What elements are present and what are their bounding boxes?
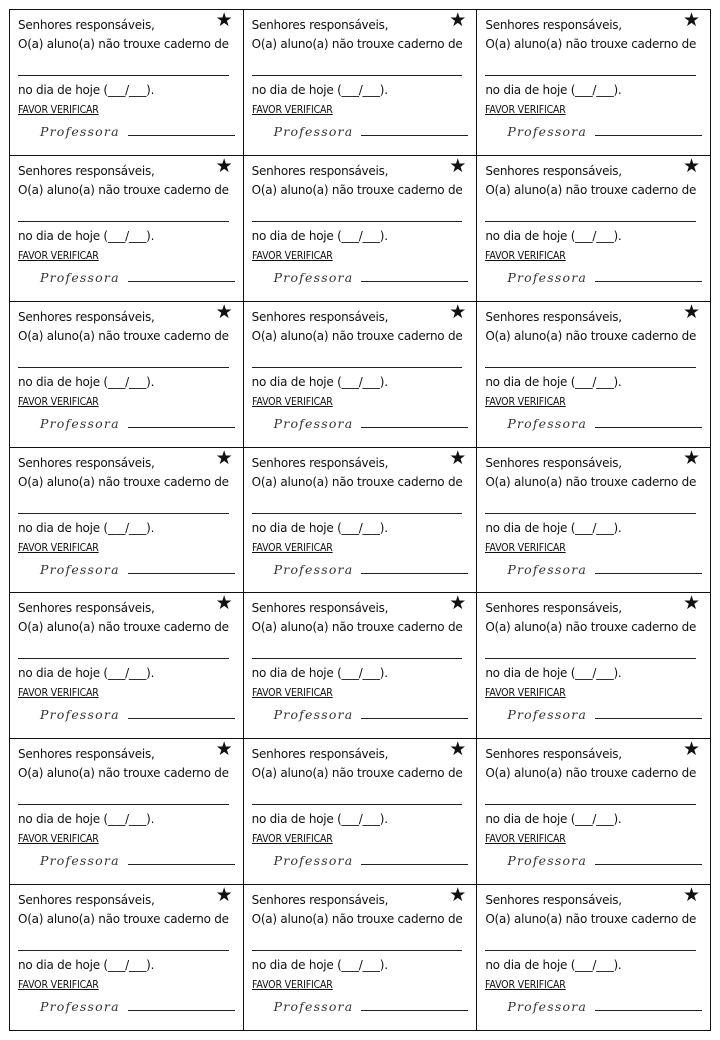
signature-line: [128, 281, 235, 282]
message: O(a) aluno(a) não trouxe caderno de: [251, 766, 463, 781]
professora-label: Professora: [273, 269, 354, 285]
favor-verificar-label: FAVOR VERIFICAR: [18, 541, 99, 554]
signature-row: [252, 853, 469, 868]
date-line: no dia de hoje (___/___).: [485, 374, 622, 389]
favor-verificar-label: FAVOR VERIFICAR: [18, 395, 99, 408]
note-card: [10, 448, 244, 594]
star-icon: ★: [682, 301, 700, 323]
greeting: Senhores responsáveis,: [485, 163, 622, 178]
star-icon: ★: [449, 447, 467, 469]
subject-blank-line: [485, 929, 696, 951]
greeting: Senhores responsáveis,: [485, 309, 622, 324]
professora-label: Professora: [507, 999, 588, 1015]
message: O(a) aluno(a) não trouxe caderno de: [485, 37, 697, 51]
note-card: [244, 593, 478, 739]
note-card: [10, 885, 244, 1031]
date-line: no dia de hoje (___/___).: [251, 520, 388, 535]
signature-row: [18, 270, 235, 285]
note-card: [10, 10, 244, 156]
star-icon: ★: [449, 593, 467, 615]
signature-line: [595, 864, 702, 865]
signature-line: [361, 281, 468, 282]
message: O(a) aluno(a) não trouxe caderno de: [251, 474, 463, 489]
favor-verificar-label: FAVOR VERIFICAR: [251, 687, 333, 700]
signature-line: [128, 1010, 235, 1011]
favor-verificar-label: FAVOR VERIFICAR: [18, 833, 99, 846]
signature-line: [128, 573, 235, 574]
message: O(a) aluno(a) não trouxe caderno de: [18, 912, 229, 927]
favor-verificar-label: FAVOR VERIFICAR: [485, 104, 567, 116]
professora-label: Professora: [273, 853, 354, 869]
signature-row: [252, 416, 469, 431]
message: O(a) aluno(a) não trouxe caderno de: [18, 37, 229, 51]
greeting: Senhores responsáveis,: [18, 163, 155, 178]
greeting: Senhores responsáveis,: [18, 747, 155, 762]
greeting: Senhores responsáveis,: [251, 309, 389, 324]
note-card: [477, 448, 711, 594]
date-line: no dia de hoje (___/___).: [18, 228, 155, 243]
favor-verificar-label: FAVOR VERIFICAR: [485, 541, 567, 554]
professora-label: Professora: [507, 853, 588, 869]
professora-label: Professora: [273, 707, 354, 723]
note-card: [10, 302, 244, 448]
date-line: no dia de hoje (___/___).: [18, 666, 155, 681]
note-card: [244, 10, 478, 156]
message: O(a) aluno(a) não trouxe caderno de: [18, 474, 229, 489]
subject-blank-line: [485, 783, 696, 805]
star-icon: ★: [682, 447, 700, 469]
date-line: no dia de hoje (___/___).: [18, 958, 155, 973]
message: O(a) aluno(a) não trouxe caderno de: [18, 182, 229, 197]
professora-label: Professora: [273, 999, 354, 1015]
greeting: Senhores responsáveis,: [485, 455, 622, 470]
greeting: Senhores responsáveis,: [251, 455, 389, 470]
star-icon: ★: [215, 155, 233, 177]
date-line: no dia de hoje (___/___).: [485, 83, 622, 97]
message: O(a) aluno(a) não trouxe caderno de: [485, 766, 697, 781]
professora-label: Professora: [507, 707, 588, 723]
signature-line: [595, 135, 702, 136]
subject-blank-line: [18, 54, 229, 76]
greeting: Senhores responsáveis,: [485, 18, 622, 32]
professora-label: Professora: [273, 124, 354, 139]
message: O(a) aluno(a) não trouxe caderno de: [251, 182, 463, 197]
signature-line: [361, 864, 468, 865]
professora-label: Professora: [507, 269, 588, 285]
message: O(a) aluno(a) não trouxe caderno de: [485, 328, 697, 343]
subject-blank-line: [18, 929, 229, 951]
signature-line: [361, 427, 468, 428]
subject-blank-line: [252, 346, 463, 368]
favor-verificar-label: FAVOR VERIFICAR: [485, 833, 567, 846]
note-card: [477, 593, 711, 739]
signature-line: [361, 1010, 468, 1011]
star-icon: ★: [215, 301, 233, 323]
signature-row: [18, 853, 235, 868]
signature-line: [128, 135, 235, 136]
signature-row: [485, 124, 702, 139]
star-icon: ★: [215, 447, 233, 469]
signature-line: [595, 573, 702, 574]
date-line: no dia de hoje (___/___).: [251, 83, 388, 97]
message: O(a) aluno(a) não trouxe caderno de: [251, 620, 463, 635]
professora-label: Professora: [40, 853, 120, 869]
star-icon: ★: [215, 593, 233, 615]
star-icon: ★: [449, 155, 467, 177]
subject-blank-line: [252, 637, 463, 659]
subject-blank-line: [252, 929, 463, 951]
note-card: [244, 302, 478, 448]
greeting: Senhores responsáveis,: [251, 18, 389, 32]
message: O(a) aluno(a) não trouxe caderno de: [18, 620, 229, 635]
signature-row: [485, 707, 702, 722]
signature-row: [252, 124, 469, 139]
message: O(a) aluno(a) não trouxe caderno de: [251, 37, 463, 51]
note-card: [244, 156, 478, 302]
professora-label: Professora: [40, 561, 120, 577]
message: O(a) aluno(a) não trouxe caderno de: [485, 912, 697, 927]
date-line: no dia de hoje (___/___).: [485, 958, 622, 973]
signature-line: [128, 427, 235, 428]
subject-blank-line: [485, 492, 696, 514]
favor-verificar-label: FAVOR VERIFICAR: [18, 687, 99, 700]
favor-verificar-label: FAVOR VERIFICAR: [251, 249, 333, 262]
star-icon: ★: [682, 739, 700, 761]
star-icon: ★: [682, 593, 700, 615]
signature-row: [485, 270, 702, 285]
date-line: no dia de hoje (___/___).: [251, 374, 388, 389]
message: O(a) aluno(a) não trouxe caderno de: [485, 620, 697, 635]
note-card: [10, 156, 244, 302]
note-card: [10, 739, 244, 885]
signature-row: [252, 999, 469, 1014]
favor-verificar-label: FAVOR VERIFICAR: [485, 687, 567, 700]
favor-verificar-label: FAVOR VERIFICAR: [251, 104, 333, 116]
date-line: no dia de hoje (___/___).: [251, 228, 388, 243]
greeting: Senhores responsáveis,: [18, 893, 155, 908]
subject-blank-line: [18, 783, 229, 805]
favor-verificar-label: FAVOR VERIFICAR: [251, 395, 333, 408]
date-line: no dia de hoje (___/___).: [251, 666, 388, 681]
date-line: no dia de hoje (___/___).: [251, 812, 388, 827]
message: O(a) aluno(a) não trouxe caderno de: [18, 766, 229, 781]
note-card: [477, 10, 711, 156]
star-icon: ★: [682, 155, 700, 177]
favor-verificar-label: FAVOR VERIFICAR: [251, 833, 333, 846]
greeting: Senhores responsáveis,: [251, 747, 389, 762]
favor-verificar-label: FAVOR VERIFICAR: [485, 395, 567, 408]
professora-label: Professora: [40, 124, 120, 139]
note-card: [244, 739, 478, 885]
star-icon: ★: [682, 10, 700, 31]
greeting: Senhores responsáveis,: [485, 893, 622, 908]
date-line: no dia de hoje (___/___).: [485, 228, 622, 243]
subject-blank-line: [18, 637, 229, 659]
subject-blank-line: [485, 200, 696, 222]
signature-row: [252, 562, 469, 577]
greeting: Senhores responsáveis,: [251, 601, 389, 616]
note-card: [477, 885, 711, 1031]
greeting: Senhores responsáveis,: [18, 455, 155, 470]
signature-row: [18, 999, 235, 1014]
subject-blank-line: [18, 346, 229, 368]
signature-line: [595, 718, 702, 719]
message: O(a) aluno(a) não trouxe caderno de: [251, 912, 463, 927]
greeting: Senhores responsáveis,: [485, 747, 622, 762]
professora-label: Professora: [40, 707, 120, 723]
star-icon: ★: [682, 885, 700, 907]
message: O(a) aluno(a) não trouxe caderno de: [18, 328, 229, 343]
star-icon: ★: [215, 739, 233, 761]
star-icon: ★: [449, 10, 467, 31]
date-line: no dia de hoje (___/___).: [251, 958, 388, 973]
star-icon: ★: [449, 301, 467, 323]
professora-label: Professora: [273, 561, 354, 577]
favor-verificar-label: FAVOR VERIFICAR: [18, 249, 99, 262]
signature-line: [595, 1010, 702, 1011]
star-icon: ★: [215, 10, 233, 31]
professora-label: Professora: [40, 415, 120, 431]
note-card: [244, 885, 478, 1031]
date-line: no dia de hoje (___/___).: [18, 812, 155, 827]
greeting: Senhores responsáveis,: [18, 309, 155, 324]
subject-blank-line: [18, 492, 229, 514]
note-card: [10, 593, 244, 739]
date-line: no dia de hoje (___/___).: [18, 374, 155, 389]
note-card: [244, 448, 478, 594]
signature-row: [18, 124, 235, 139]
date-line: no dia de hoje (___/___).: [18, 83, 155, 97]
signature-line: [595, 281, 702, 282]
professora-label: Professora: [507, 415, 588, 431]
signature-row: [485, 853, 702, 868]
message: O(a) aluno(a) não trouxe caderno de: [485, 474, 697, 489]
signature-line: [128, 864, 235, 865]
signature-row: [18, 562, 235, 577]
professora-label: Professora: [273, 415, 354, 431]
signature-row: [485, 562, 702, 577]
date-line: no dia de hoje (___/___).: [485, 812, 622, 827]
favor-verificar-label: FAVOR VERIFICAR: [251, 541, 333, 554]
note-card: [477, 156, 711, 302]
subject-blank-line: [252, 783, 463, 805]
date-line: no dia de hoje (___/___).: [18, 520, 155, 535]
subject-blank-line: [252, 492, 463, 514]
star-icon: ★: [449, 885, 467, 907]
greeting: Senhores responsáveis,: [18, 601, 155, 616]
signature-row: [485, 416, 702, 431]
favor-verificar-label: FAVOR VERIFICAR: [18, 104, 99, 116]
note-card: [477, 302, 711, 448]
subject-blank-line: [18, 200, 229, 222]
star-icon: ★: [215, 885, 233, 907]
signature-row: [252, 707, 469, 722]
signature-row: [485, 999, 702, 1014]
professora-label: Professora: [507, 561, 588, 577]
favor-verificar-label: FAVOR VERIFICAR: [18, 979, 99, 992]
professora-label: Professora: [40, 269, 120, 285]
signature-line: [361, 573, 468, 574]
signature-row: [18, 707, 235, 722]
professora-label: Professora: [507, 124, 588, 139]
subject-blank-line: [485, 54, 696, 76]
favor-verificar-label: FAVOR VERIFICAR: [485, 249, 567, 262]
message: O(a) aluno(a) não trouxe caderno de: [485, 182, 697, 197]
subject-blank-line: [252, 54, 463, 76]
subject-blank-line: [252, 200, 463, 222]
signature-line: [361, 718, 468, 719]
star-icon: ★: [449, 739, 467, 761]
subject-blank-line: [485, 346, 696, 368]
professora-label: Professora: [40, 999, 120, 1015]
signature-line: [361, 135, 468, 136]
subject-blank-line: [485, 637, 696, 659]
greeting: Senhores responsáveis,: [485, 601, 622, 616]
signature-row: [18, 416, 235, 431]
favor-verificar-label: FAVOR VERIFICAR: [485, 979, 567, 992]
greeting: Senhores responsáveis,: [251, 893, 389, 908]
favor-verificar-label: FAVOR VERIFICAR: [251, 979, 333, 992]
note-sheet: [9, 9, 711, 1031]
message: O(a) aluno(a) não trouxe caderno de: [251, 328, 463, 343]
date-line: no dia de hoje (___/___).: [485, 520, 622, 535]
signature-line: [128, 718, 235, 719]
greeting: Senhores responsáveis,: [251, 163, 389, 178]
date-line: no dia de hoje (___/___).: [485, 666, 622, 681]
signature-row: [252, 270, 469, 285]
greeting: Senhores responsáveis,: [18, 18, 155, 32]
signature-line: [595, 427, 702, 428]
note-card: [477, 739, 711, 885]
